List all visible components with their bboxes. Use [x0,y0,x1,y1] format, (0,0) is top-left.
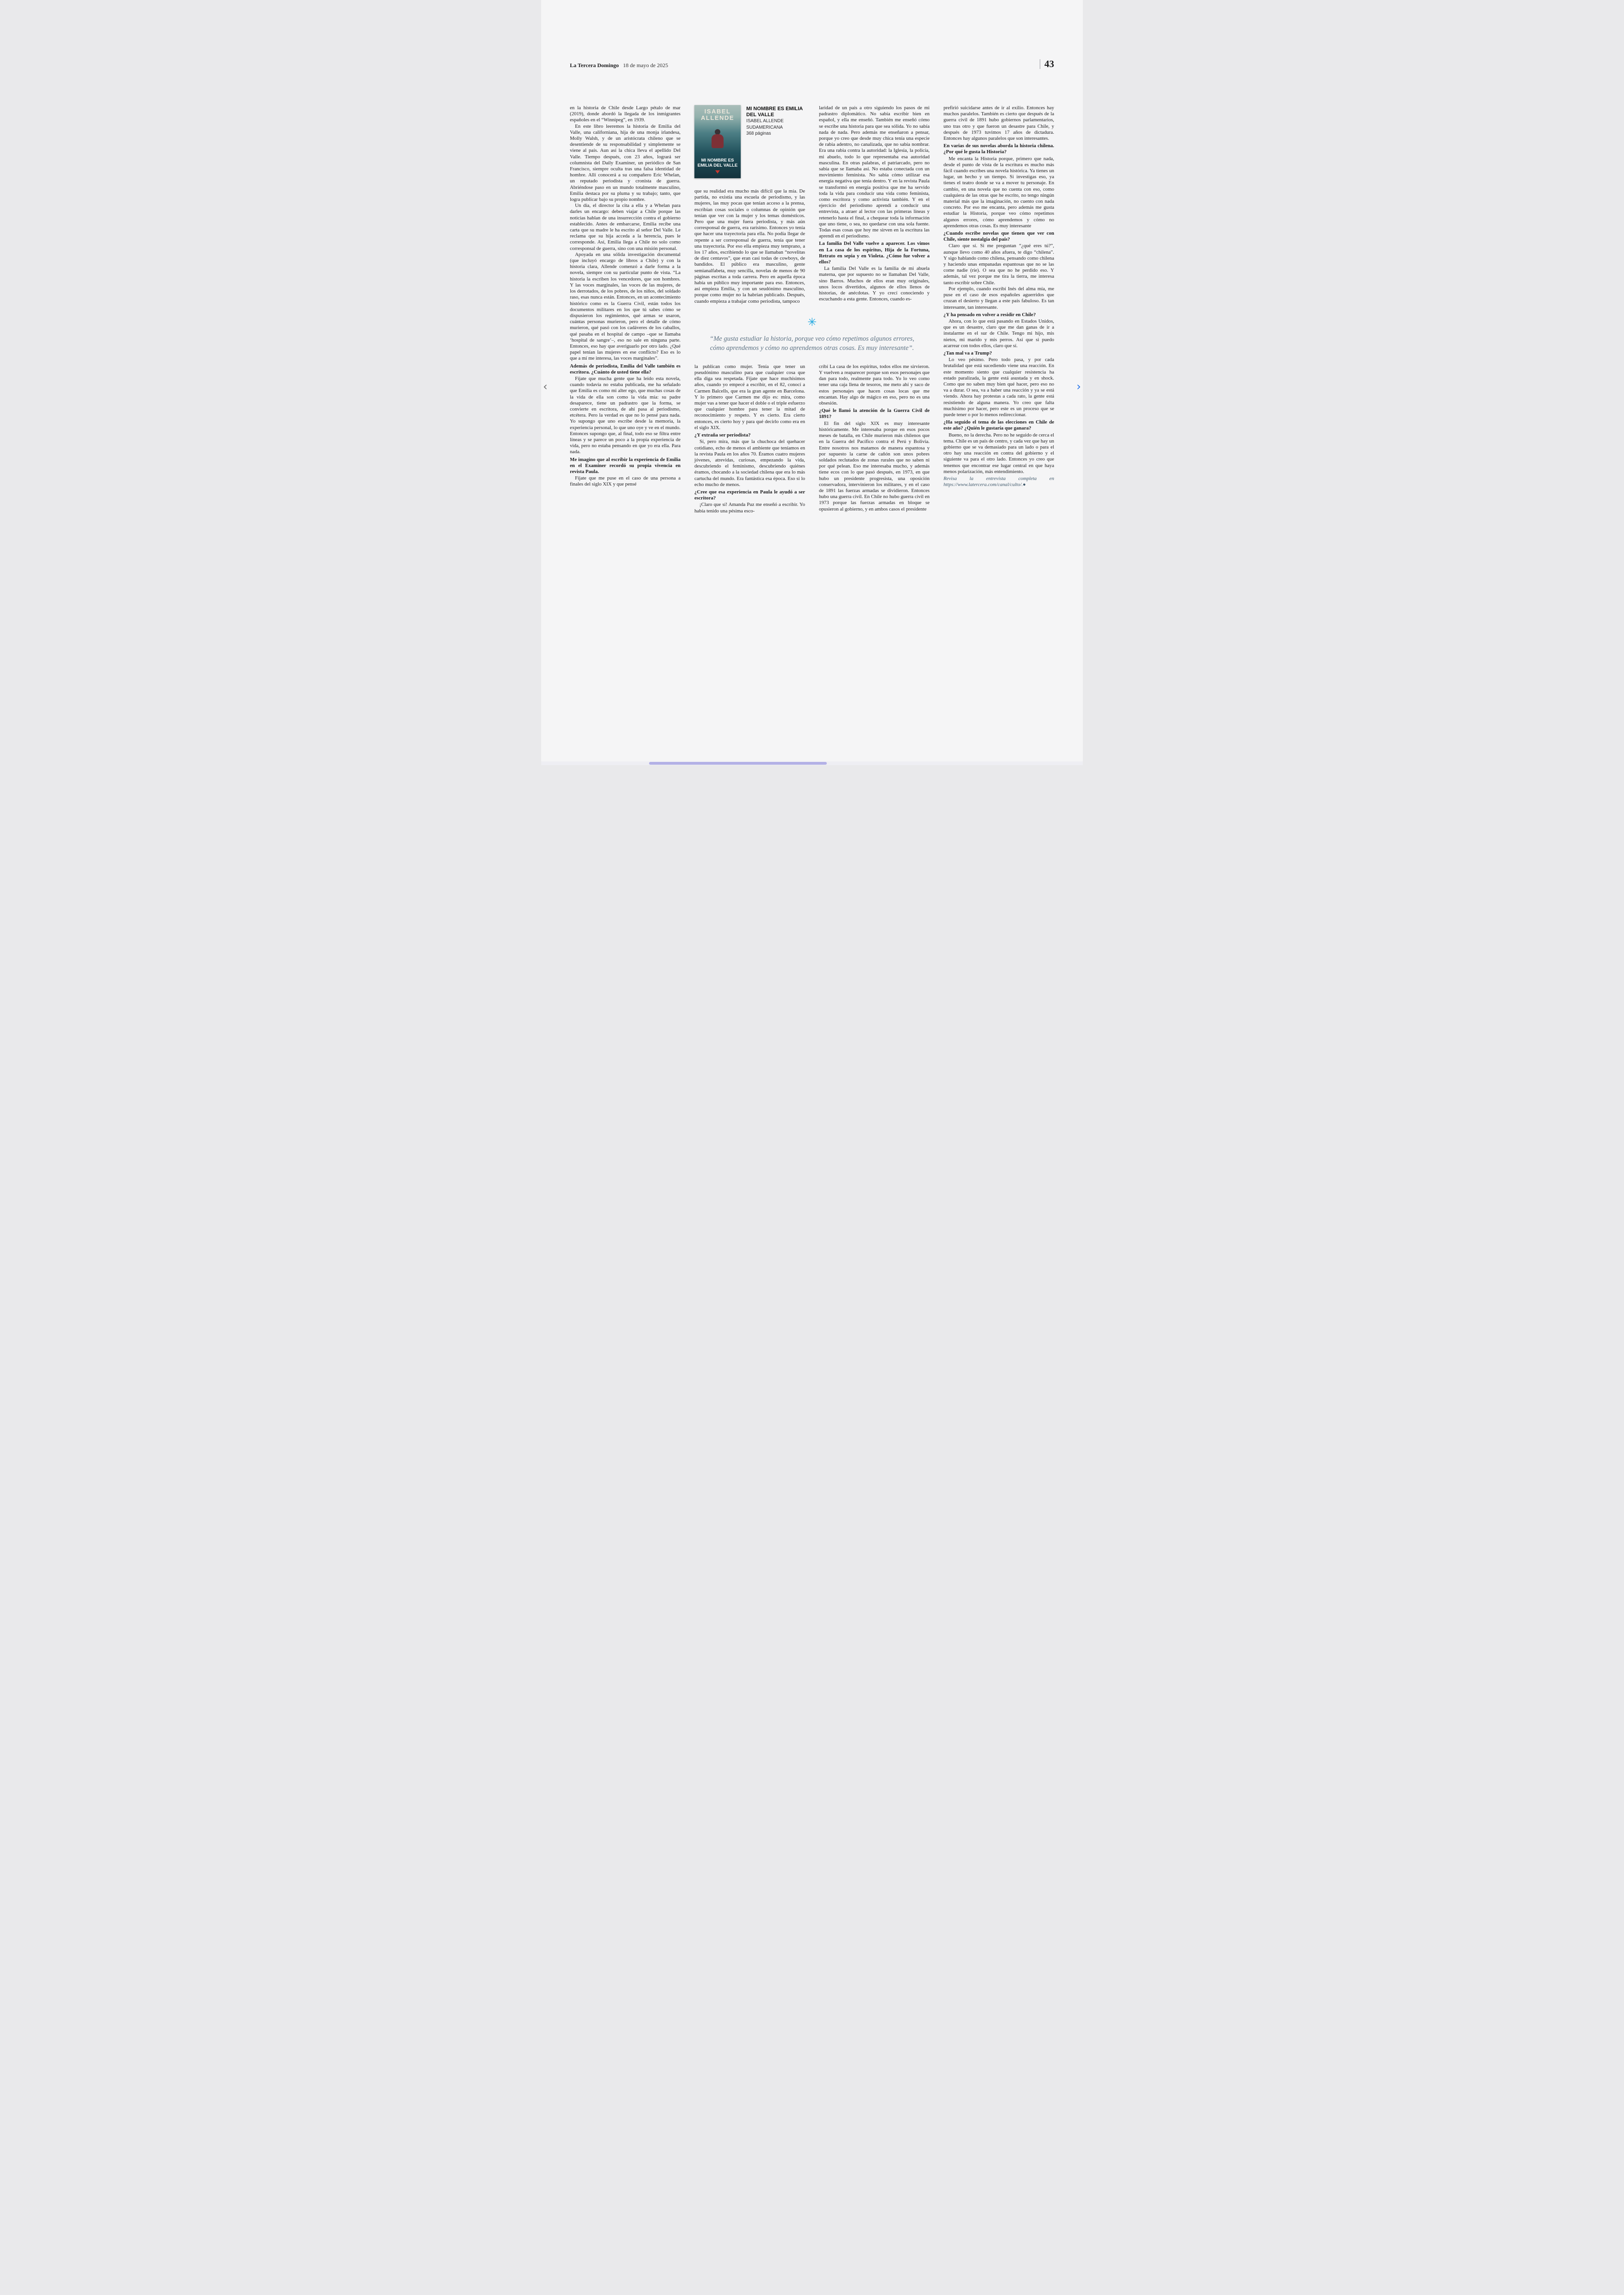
paragraph: Me imagino que al escribir la experiencia de Emilia en el Examiner recordó su propia vivencia en revista Paula. [570,456,681,474]
asterisk-icon: ✳ [807,315,817,329]
column-3-top [819,105,930,303]
paragraph: en la historia de Chile desde Largo pétalo de mar (2019), donde abordó la llegada de los inmigrantes españoles en el “Winnipeg”, en 1939. [570,105,681,123]
paragraph: laridad de un país a otro siguiendo los pasos de mi padrastro diplomático. No sabía escribir bien en español, y ella me enseñó. También me enseñó cómo se escribe una historia para que sea sólida. Yo no sabía nada de nada. Pero además me enseñaron a pensar, porque yo creo que desde muy chica tenía una especie de rabia adentro, no canalizada, que no sabía nombrar. Era una rabia contra la autoridad: la Iglesia, la policía, mi abuelo, todo lo que representaba esa autoridad masculina. En otras palabras, el patriarcado, pero no sabía que se llamaba así. No estaba conectada con un movimiento feminista. No sabía cómo utilizar esa energía negativa que tenía dentro. Y en la revista Paula se transformó en energía positiva que me ha servido toda la vida para conducir una vida como feminista, como escritora y como activista también. Y en el ejercicio del periodismo aprendí a conducir una entrevista, a atraer al lector con las primeras líneas y retenerlo hasta el final, a chequear toda la información que uno tiene, o sea, no quedarse con una sola fuente. Todas esas cosas que hoy me sirven en la escritura las aprendí en el periodismo. [819,105,930,239]
paragraph: Bueno, no la derecha. Pero no he seguido de cerca el tema. Chile es un país de centro, y cada vez que hay un gobierno que se va demasiado para un lado o para el otro hay una reacción en contra del gobierno y el siguiente va para el otro lado. Entonces yo creo que tenemos que encontrar ese lugar central en que haya menos polarización, más entendimiento. [943,432,1054,474]
paragraph: Lo veo pésimo. Pero todo pasa, y por cada brutalidad que está sucediendo viene una reacción. En este momento siento que cualquier resistencia ha estado paralizada, la gente está asustada y en shock. Como que no saben muy bien qué hacer, pero eso no va a durar. O sea, va a haber una reacción y ya se está viendo. Ahora hay protestas a cada rato, la gente está resistiendo de alguna manera. Yo creo que falta muchísimo por hacer, pero este es un proceso que se puede tener o por lo menos redireccionar. [943,357,1054,418]
paragraph: Ahora, con lo que está pasando en Estados Unidos, que es un desastre, claro que me dan ganas de ir a instalarme en el sur de Chile. Tengo mi hijo, mis nietos, mi marido y mis perros. Así que si puedo acarrear con todos ellos, claro que sí. [943,318,1054,349]
paragraph: ¿Cree que esa experiencia en Paula le ayudó a ser escritora? [694,489,805,501]
paragraph: prefirió suicidarse antes de ir al exilio. Entonces hay muchos paralelos. También es cierto que después de la guerra civil de 1891 hubo gobiernos parlamentarios, uno tras otro y que fueron un desastre para Chile, y después de 1973 tuvimos 17 años de dictadura. Entonces hay algunos paralelos que son interesantes. [943,105,1054,142]
previous-page-button[interactable]: ‹ [543,380,548,393]
paragraph: ¿Qué le llamó la atención de la Guerra Civil de 1891? [819,408,930,420]
book-page-count: 368 páginas [746,131,771,136]
paragraph: ¿Ha seguido el tema de las elecciones en Chile de este año? ¿Quién le gustaría que ganara? [943,419,1054,431]
cover-title-text: MI NOMBRE ES EMILIA DEL VALLE [697,158,738,168]
paragraph: Un día, el director la cita a ella y a Whelan para darles un encargo: deben viajar a Chile porque las noticias hablan de una insurrección contra el gobierno establecido. Antes de embarcarse, Emilia recibe una carta que su madre le ha escrito al señor Del Valle. Le reclama que su hija acceda a la herencia, pues le corresponde. Así, Emilia llega a Chile no solo como corresponsal de guerra, sino con una misión personal. [570,203,681,251]
paragraph: Fíjate que me puse en el caso de una persona a finales del siglo XIX y que pensé [570,475,681,487]
page-header [570,0,1054,69]
paragraph: ¿Tan mal va a Trump? [943,350,992,356]
column-2-top-wrap [694,105,805,305]
book-publisher: SUDAMERICANA [746,125,783,130]
paragraph: ¿Cuando escribe novelas que tienen que ver con Chile, siente nostalgia del país? [943,231,1054,243]
book-info [746,105,805,178]
paragraph: ¿Y extraña ser periodista? [694,432,751,438]
book-box [694,105,805,178]
paragraph: En varias de sus novelas aborda la historia chilena. ¿Por qué le gusta la Historia? [943,143,1054,155]
cover-red-arrow-icon [715,170,720,174]
column-2-top [694,188,805,305]
column-2-bottom [694,364,805,514]
article-columns [570,105,1054,514]
pull-quote-text: “Me gusta estudiar la historia, porque veo cómo repetimos algunos errores, cómo aprendemos y cómo no aprendemos otras cosas. Es muy interesante”. [710,335,914,352]
paragraph: Por ejemplo, cuando escribí Inés del alma mía, me puse en el caso de esos españoles aguerridos que cruzan el desierto y llegan a este país fabuloso. Es tan interesante, tan interesante. [943,286,1054,310]
paragraph: ¡Claro que sí! Amanda Puz me enseñó a escribir. Yo había tenido una pésima esco- [694,502,805,514]
book-title: MI NOMBRE ES EMILIA DEL VALLE [746,106,803,118]
book-cover [694,105,741,178]
masthead-left [570,62,668,69]
book-author: ISABEL ALLENDE [746,118,784,124]
paragraph: La familia Del Valle es la familia de mi abuela materna, que por supuesto no se llamaban Del Valle, sino Barros. Muchos de ellos eran muy originales, unos locos divertidos, algunos de ellos llenos de historias, de anécdotas. Y yo crecí conociendo y escuchando a esta gente. Entonces, cuando es- [819,266,930,302]
paragraph: La familia Del Valle vuelve a aparecer. Los vimos en La casa de los espíritus, Hija de la Fortuna, Retrato en sepia y en Violeta. ¿Cómo fue volver a ellos? [819,241,930,265]
scrollbar-thumb[interactable] [649,762,827,765]
paragraph: la publican como mujer. Tenía que tener un pseudónimo masculino para que cualquier cosa que ella diga sea respetada. Fíjate que hace muchísimos años, cuando yo empecé a escribir, en el 82, conocí a Carmen Balcells, que era la gran agente en Barcelona. Y lo primero que Carmen me dijo es: mira, como mujer vas a tener que hacer el doble o el triple esfuerzo que cualquier hombre para tener la mitad de reconocimiento y respeto. Y es cierto. Era cierto entonces, es cierto hoy y para qué decirlo como era en el siglo XIX. [694,363,805,430]
paragraph: Apoyada en una sólida investigación documental (que incluyó encargo de libros a Chile) y con la historia clara, Allende comenzó a darle forma a la novela, siempre con su particular punto de vista. “La historia la escriben los vencedores, que son hombres. Y las voces marginales, las voces de las mujeres, de los derrotados, de los pobres, de los niños, del soldado raso, esas nunca están. Entonces, en un acontecimiento histórico como es la Guerra Civil, están todos los documentos militares en los que tú sabes cómo se dispusieron los regimientos, qué armas se usaron, cuántas personas murieron, pero el detalle de cómo murieron, qué pasó con los cadáveres de los caballos, qué pasaba en el hospital de campo –que se llamaba ‘hospital de sangre’–, eso no sale en ninguna parte. Entonces, eso hay que averiguarlo por otro lado. ¿Qué papel tenían las mujeres en ese conflicto? Eso es lo que a mí me interesa, las voces marginales”. [570,251,681,362]
column-3-bottom [819,364,930,512]
horizontal-scrollbar[interactable] [541,761,1083,765]
issue-date: 18 de mayo de 2025 [623,62,668,69]
paragraph: El fin del siglo XIX es muy interesante históricamente. Me interesaba porque en esos pocos meses de batalla, en Chile murieron más chilenos que en la Guerra del Pacífico contra el Perú y Bolivia. Entre nosotros nos matamos de manera espantosa y por supuesto la carne de cañón son unos pobres soldados reclutados de zonas rurales que no saben ni por qué pelean. Eso me interesaba mucho, y además tiene ecos con lo que pasó después, en 1973, en que hubo un presidente progresista, una oposición conservadora, intervinieron los militares, y en el caso de 1891 las fuerzas armadas se dividieron. Entonces hubo una guerra civil. En Chile no hubo guerra civil en 1973 porque las fuerzas armadas en bloque se opusieron al gobierno, y en ambos casos el presidente [819,420,930,512]
paragraph: Revisa la entrevista completa en https://www.latercera.com/canal/culto/.● [943,475,1054,488]
newspaper-page [541,0,1083,765]
paragraph: que su realidad era mucho más difícil que la mía. De partida, no existía una escuela de periodismo, y las mujeres, las muy pocas que tenían acceso a la prensa, escribían cosas sociales o columnas de opinión que tenían que ver con la mujer y los temas domésticos. Pero que una mujer fuera periodista, y más aún corresponsal de guerra, era rarísimo. Entonces yo tenía que hacer una trayectoria para ella. No podía llegar de repente a ser corresponsal de guerra, tenía que tener una trayectoria. Por eso ella empieza muy temprano, a los 17 años, escribiendo lo que se llamaban “novelitas de diez centavos”, que eran casi todas de cowboys, de bandidos. El público era masculino, gente semianalfabeta, muy sencilla, novelas de menos de 90 páginas escritas a toda carrera. Pero en aquella época había un público muy importante para eso. Entonces, así empieza Emilia, y con un seudónimo masculino, porque como mujer no la habrían publicado. Después, cuando empieza a trabajar como periodista, tampoco [694,188,805,304]
cover-illustration [710,129,725,150]
column-1 [570,105,681,488]
paragraph: Me encanta la Historia porque, primero que nada, desde el punto de vista de la escritura es mucho más fácil cuando escribes una novela histórica. Ya tienes un lugar, un hecho y un tiempo. Si investigas eso, ya tienes el teatro donde se va a mover tu personaje. En cambio, en una novela que no cuenta con eso, como cualquiera de las otras que he escrito, no tengo ningún material más que la imaginación, no cuento con nada concreto. Por eso me encanta, pero además me gusta estudiar la Historia, porque veo cómo repetimos algunos errores, cómo aprendemos y cómo no aprendemos otras cosas. Es muy interesante [943,156,1054,229]
paragraph: En este libro leeremos la historia de Emilia del Valle, una californiana, hija de una monja irlandesa, Molly Walsh, y de un aristócrata chileno que se desentiende de su responsabilidad y simplemente se viene al país. Aun así la chica lleva el apellido Del Valle. Tiempo después, con 23 años, logrará ser columnista del Daily Examiner, un periódico de San Francisco, siempre oculta tras una falsa identidad de hombre. Allí conocerá a su compañero Eric Whelan, un reputado periodista y cronista de guerra. Abriéndose paso en un mundo totalmente masculino, Emilia destaca por su pluma y su trabajo; tanto, que logra publicar bajo su propio nombre. [570,123,681,203]
middle-top-row [694,105,930,305]
pull-quote [694,317,930,353]
next-page-button[interactable]: › [1076,380,1081,393]
paragraph: Además de periodista, Emilia del Valle también es escritora. ¿Cuánto de usted tiene ella? [570,363,681,375]
middle-columns [694,105,930,514]
cover-author-text: ISABEL ALLENDE [701,108,734,121]
middle-bottom-row [694,364,930,514]
publication-name: La Tercera Domingo [570,62,619,69]
column-4 [943,105,1054,488]
paragraph: Claro que sí. Si me preguntan “¿qué eres tú?”, aunque llevo como 40 años afuera, te digo “chilena”. Y sigo hablando como chilena, pensando como chilena y haciendo unas empanadas espantosas que no se las come nadie (ríe). O sea que no he perdido eso. Y además, tal vez porque me tira la tierra, me interesa tanto escribir sobre Chile. [943,243,1054,286]
paragraph: Fíjate que mucha gente que ha leído esta novela, cuando todavía no estaba publicada, me ha señalado que Emilia es como mi alter ego, que muchas cosas de la vida de ella son como la vida mía: su padre desaparece, tiene un padrastro que la forma, se convierte en escritora, de ahí pasa al periodismo, etcétera. Pero la verdad es que no lo pensé para nada. Yo supongo que uno escribe desde la memoria, la experiencia personal, lo que uno oye y ve en el mundo. Entonces supongo que, al final, todo eso se filtra entre líneas y se parece un poco a la propia experiencia de vida, pero no estaba pensando en que yo era ella. Para nada. [570,375,681,455]
paragraph: Sí, pero mira, más que la chuchoca del quehacer cotidiano, echo de menos el ambiente que teníamos en la revista Paula en los años 70. Éramos cuatro mujeres jóvenes, atrevidas, curiosas, empezando la vida, descubriendo el feminismo, descubriendo quiénes éramos, chocando a la sociedad chilena que era lo más cartucha del mundo. Era fantástica esa época. Eso sí lo echo mucho de menos. [694,439,805,487]
page-number: 43 [1040,59,1054,69]
cover-figure-torso [712,134,724,148]
paragraph: cribí La casa de los espíritus, todos ellos me sirvieron. Y vuelven a reaparecer porque son esos personajes que dan para todo, realmente para todo. Yo lo veo como tener una caja llena de tesoros, me meto ahí y saco de estos personajes que hacen cosas locas que me encantan. Hay algo de mágico en eso, pero no es una obsesión. [819,363,930,406]
paragraph: ¿Y ha pensado en volver a residir en Chile? [943,312,1036,318]
